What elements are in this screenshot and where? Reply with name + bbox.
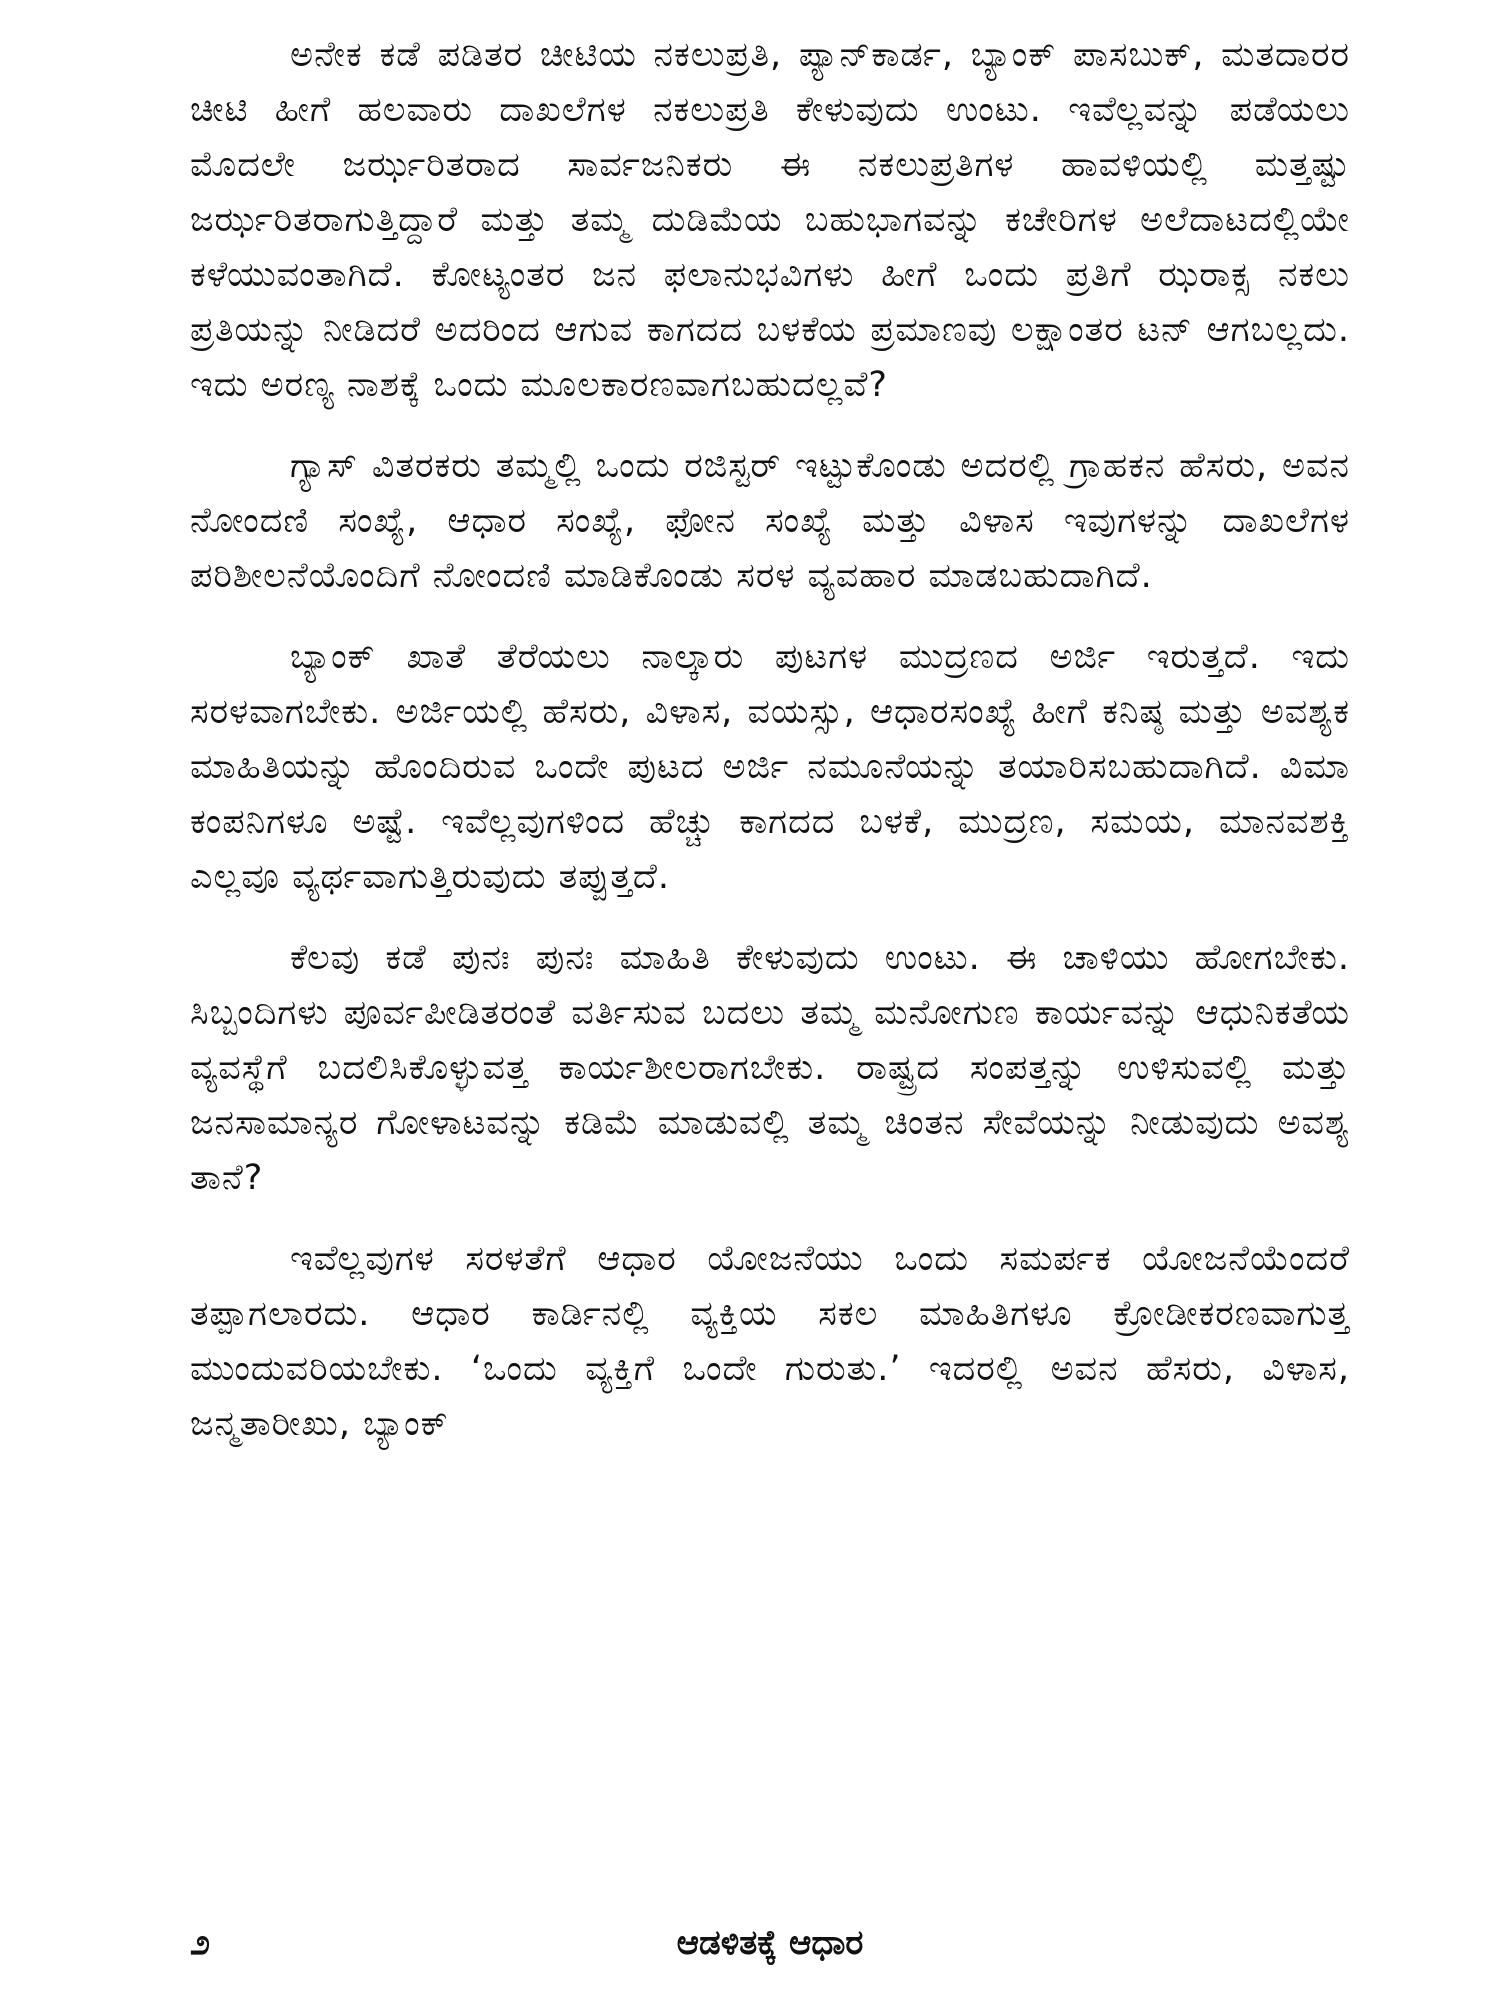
paragraph-5: ಇವೆಲ್ಲವುಗಳ ಸರಳತೆಗೆ ಆಧಾರ ಯೋಜನೆಯು ಒಂದು ಸಮರ್ಪಕ ಯೋಜನೆಯೆಂದರೆ ತಪ್ಪಾಗಲಾರದು. ಆಧಾರ ಕಾರ್ಡಿನಲ್ಲಿ ವ್ಯಕ್ತಿಯ ಸಕಲ ಮಾಹಿತಿಗಳೂ ಕ್ರೋಡೀಕರಣವಾಗುತ್ತ ಮುಂದುವರಿಯಬೇಕು. ‘ಒಂದು ವ್ಯಕ್ತಿಗೆ ಒಂದೇ ಗುರುತು.’ ಇದರಲ್ಲಿ ಅವನ ಹೆಸರು, ವಿಳಾಸ, ಜನ್ಮತಾರೀಖು, ಬ್ಯಾಂಕ್ [190,1239,1350,1444]
page-number: ೨ [190,1922,211,1963]
body-text [190,28,1350,1478]
paragraph-3: ಬ್ಯಾಂಕ್ ಖಾತೆ ತೆರೆಯಲು ನಾಲ್ಕಾರು ಪುಟಗಳ ಮುದ್ರಣದ ಅರ್ಜಿ ಇರುತ್ತದೆ. ಇದು ಸರಳವಾಗಬೇಕು. ಅರ್ಜಿಯಲ್ಲಿ ಹೆಸರು, ವಿಳಾಸ, ವಯಸ್ಸು, ಆಧಾರಸಂಖ್ಯೆ ಹೀಗೆ ಕನಿಷ್ಠ ಮತ್ತು ಅವಶ್ಯಕ ಮಾಹಿತಿಯನ್ನು ಹೊಂದಿರುವ ಒಂದೇ ಪುಟದ ಅರ್ಜಿ ನಮೂನೆಯನ್ನು ತಯಾರಿಸಬಹುದಾಗಿದೆ. ವಿಮಾ ಕಂಪನಿಗಳೂ ಅಷ್ಟೆ. ಇವೆಲ್ಲವುಗಳಿಂದ ಹೆಚ್ಚು ಕಾಗದದ ಬಳಕೆ, ಮುದ್ರಣ, ಸಮಯ, ಮಾನವಶಕ್ತಿ ಎಲ್ಲವೂ ವ್ಯರ್ಥವಾಗುತ್ತಿರುವುದು ತಪ್ಪುತ್ತದೆ. [190,637,1350,897]
running-title: ಆಡಳಿತಕ್ಕೆ ಆಧಾರ [676,1923,864,1963]
paragraph-1: ಅನೇಕ ಕಡೆ ಪಡಿತರ ಚೀಟಿಯ ನಕಲುಪ್ರತಿ, ಪ್ಯಾನ್‌ಕಾರ್ಡ, ಬ್ಯಾಂಕ್ ಪಾಸಬುಕ್, ಮತದಾರರ ಚೀಟಿ ಹೀಗೆ ಹಲವಾರು ದಾಖಲೆಗಳ ನಕಲುಪ್ರತಿ ಕೇಳುವುದು ಉಂಟು. ಇವೆಲ್ಲವನ್ನು ಪಡೆಯಲು ಮೊದಲೇ ಜರ್ಝರಿತರಾದ ಸಾರ್ವಜನಿಕರು ಈ ನಕಲುಪ್ರತಿಗಳ ಹಾವಳಿಯಲ್ಲಿ ಮತ್ತಷ್ಟು ಜರ್ಝರಿತರಾಗುತ್ತಿದ್ದಾರೆ ಮತ್ತು ತಮ್ಮ ದುಡಿಮೆಯ ಬಹುಭಾಗವನ್ನು ಕಚೇರಿಗಳ ಅಲೆದಾಟದಲ್ಲಿಯೇ ಕಳೆಯುವಂತಾಗಿದೆ. ಕೋಟ್ಯಂತರ ಜನ ಫಲಾನುಭವಿಗಳು ಹೀಗೆ ಒಂದು ಪ್ರತಿಗೆ ಝರಾಕ್ಸ ನಕಲು ಪ್ರತಿಯನ್ನು ನೀಡಿದರೆ ಅದರಿಂದ ಆಗುವ ಕಾಗದದ ಬಳಕೆಯ ಪ್ರಮಾಣವು ಲಕ್ಷಾಂತರ ಟನ್ ಆಗಬಲ್ಲದು. ಇದು ಅರಣ್ಯ ನಾಶಕ್ಕೆ ಒಂದು ಮೂಲಕಾರಣವಾಗಬಹುದಲ್ಲವೆ? [190,35,1350,405]
paragraph-4: ಕೆಲವು ಕಡೆ ಪುನಃ ಪುನಃ ಮಾಹಿತಿ ಕೇಳುವುದು ಉಂಟು. ಈ ಚಾಳಿಯು ಹೋಗಬೇಕು. ಸಿಬ್ಬಂದಿಗಳು ಪೂರ್ವಪೀಡಿತರಂತೆ ವರ್ತಿಸುವ ಬದಲು ತಮ್ಮ ಮನೋಗುಣ ಕಾರ್ಯವನ್ನು ಆಧುನಿಕತೆಯ ವ್ಯವಸ್ಥೆಗೆ ಬದಲಿಸಿಕೊಳ್ಳುವತ್ತ ಕಾರ್ಯಶೀಲರಾಗಬೇಕು. ರಾಷ್ಟ್ರದ ಸಂಪತ್ತನ್ನು ಉಳಿಸುವಲ್ಲಿ ಮತ್ತು ಜನಸಾಮಾನ್ಯರ ಗೋಳಾಟವನ್ನು ಕಡಿಮೆ ಮಾಡುವಲ್ಲಿ ತಮ್ಮ ಚಿಂತನ ಸೇವೆಯನ್ನು ನೀಡುವುದು ಅವಶ್ಯ ತಾನೆ? [190,938,1350,1198]
paragraph-2: ಗ್ಯಾಸ್ ವಿತರಕರು ತಮ್ಮಲ್ಲಿ ಒಂದು ರಜಿಸ್ಟರ್ ಇಟ್ಟುಕೊಂಡು ಅದರಲ್ಲಿ ಗ್ರಾಹಕನ ಹೆಸರು, ಅವನ ನೋಂದಣಿ ಸಂಖ್ಯೆ, ಆಧಾರ ಸಂಖ್ಯೆ, ಫೋನ ಸಂಖ್ಯೆ ಮತ್ತು ವಿಳಾಸ ಇವುಗಳನ್ನು ದಾಖಲೆಗಳ ಪರಿಶೀಲನೆಯೊಂದಿಗೆ ನೋಂದಣಿ ಮಾಡಿಕೊಂಡು ಸರಳ ವ್ಯವಹಾರ ಮಾಡಬಹುದಾಗಿದೆ. [190,446,1350,596]
page-footer [190,1918,1350,1968]
